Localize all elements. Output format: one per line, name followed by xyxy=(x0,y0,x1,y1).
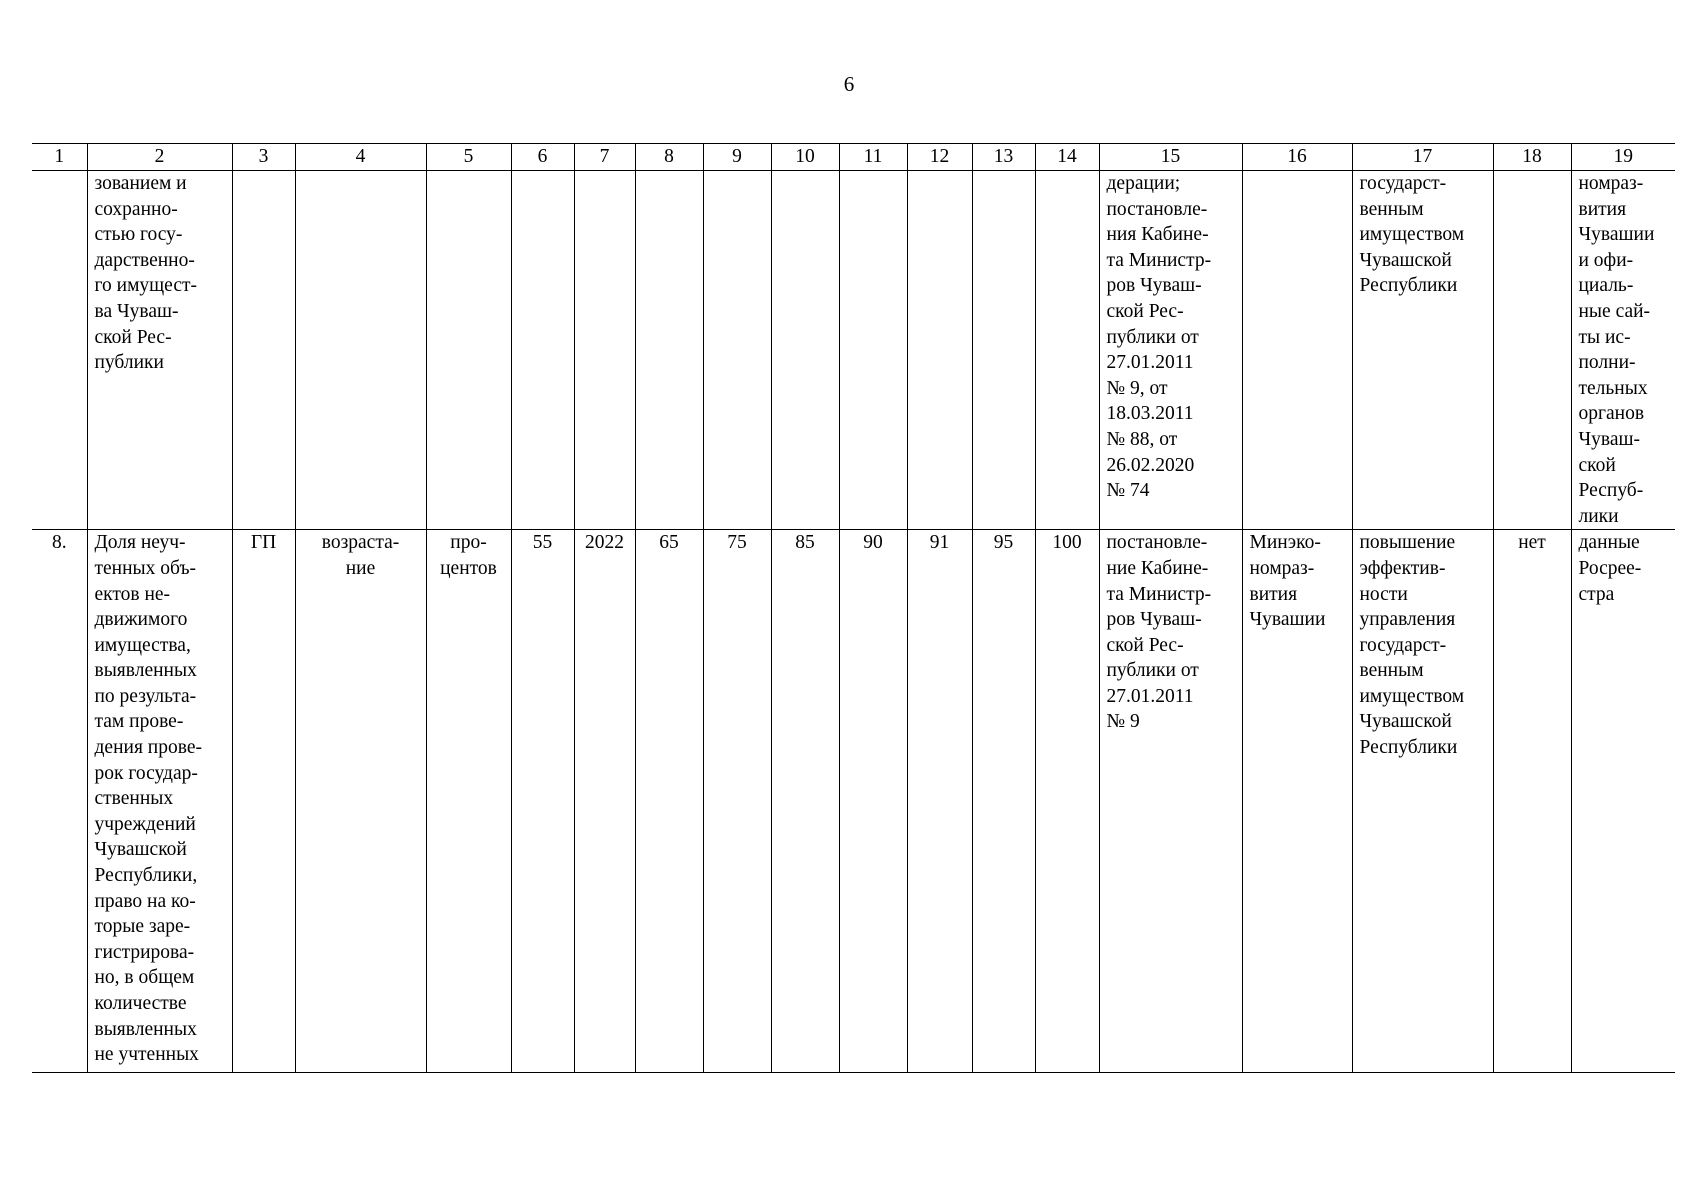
table-cell xyxy=(32,171,87,530)
table-cell xyxy=(907,171,972,530)
legal-basis-cell: постановле- ние Кабине- та Министр- ров Чуваш- ской Рес- публики от 27.01.2011 № 9 xyxy=(1099,530,1242,1073)
column-number: 19 xyxy=(1571,144,1675,171)
responsible-cell: Минэко- номраз- вития Чувашии xyxy=(1242,530,1352,1073)
value-cell: 65 xyxy=(635,530,703,1073)
table-cell xyxy=(511,171,574,530)
goal-cell: государст- венным имуществом Чувашской Республики xyxy=(1352,171,1493,530)
column-number: 15 xyxy=(1099,144,1242,171)
table-cell xyxy=(1493,171,1571,530)
table-cell xyxy=(839,171,907,530)
base-year-cell: 2022 xyxy=(574,530,635,1073)
column-number: 2 xyxy=(87,144,232,171)
table-cell xyxy=(703,171,771,530)
unit-cell: про- центов xyxy=(426,530,511,1073)
column-number: 9 xyxy=(703,144,771,171)
column-number: 11 xyxy=(839,144,907,171)
table-cell xyxy=(1242,171,1352,530)
column-number: 16 xyxy=(1242,144,1352,171)
column-number: 7 xyxy=(574,144,635,171)
table-cell xyxy=(972,171,1035,530)
value-cell: 91 xyxy=(907,530,972,1073)
column-number-row xyxy=(32,144,1675,171)
column-number: 14 xyxy=(1035,144,1099,171)
page-number: 6 xyxy=(843,72,855,96)
column-number: 17 xyxy=(1352,144,1493,171)
value-cell: 100 xyxy=(1035,530,1099,1073)
table-cell xyxy=(295,171,426,530)
table-cell xyxy=(574,171,635,530)
table-cell xyxy=(1035,171,1099,530)
indicator-name-cell: Доля неуч- тенных объ- ектов не- движимого имущества, выявленных по результа- там прове- дения прове- рок государ- ственных учреждений Чувашской Республики, право на ко- торые заре- гистрирова- но, в общем количестве выявленных не учтенных xyxy=(87,530,232,1073)
indicators-table xyxy=(32,143,1675,1073)
data-source-cell: номраз- вития Чувашии и офи- циаль- ные сай- ты ис- полни- тельных органов Чуваш- ской Респуб- лики xyxy=(1571,171,1675,530)
table-row xyxy=(32,171,1675,530)
legal-basis-cell: дерации; постановле- ния Кабине- та Министр- ров Чуваш- ской Рес- публики от 27.01.2011 № 9, от 18.03.2011 № 88, от 26.02.2020 № 74 xyxy=(1099,171,1242,530)
column-number: 18 xyxy=(1493,144,1571,171)
column-number: 12 xyxy=(907,144,972,171)
table-cell xyxy=(635,171,703,530)
row-number-cell: 8. xyxy=(32,530,87,1073)
table-row xyxy=(32,530,1675,1073)
column-number: 1 xyxy=(32,144,87,171)
table-cell xyxy=(232,171,295,530)
column-number: 6 xyxy=(511,144,574,171)
column-number: 8 xyxy=(635,144,703,171)
column-number: 10 xyxy=(771,144,839,171)
column-number: 3 xyxy=(232,144,295,171)
table-cell xyxy=(771,171,839,530)
goal-cell: повышение эффектив- ности управления государст- венным имуществом Чувашской Республики xyxy=(1352,530,1493,1073)
data-source-cell: данные Росрее- стра xyxy=(1571,530,1675,1073)
column-number: 4 xyxy=(295,144,426,171)
flag-cell: нет xyxy=(1493,530,1571,1073)
column-number: 13 xyxy=(972,144,1035,171)
value-cell: 90 xyxy=(839,530,907,1073)
table-cell xyxy=(426,171,511,530)
value-cell: 75 xyxy=(703,530,771,1073)
column-number: 5 xyxy=(426,144,511,171)
value-cell: 95 xyxy=(972,530,1035,1073)
value-cell: 85 xyxy=(771,530,839,1073)
base-value-cell: 55 xyxy=(511,530,574,1073)
dynamics-cell: возраста- ние xyxy=(295,530,426,1073)
program-type-cell: ГП xyxy=(232,530,295,1073)
indicator-name-cell: зованием и сохранно- стью госу- дарственно- го имущест- ва Чуваш- ской Рес- публики xyxy=(87,171,232,530)
